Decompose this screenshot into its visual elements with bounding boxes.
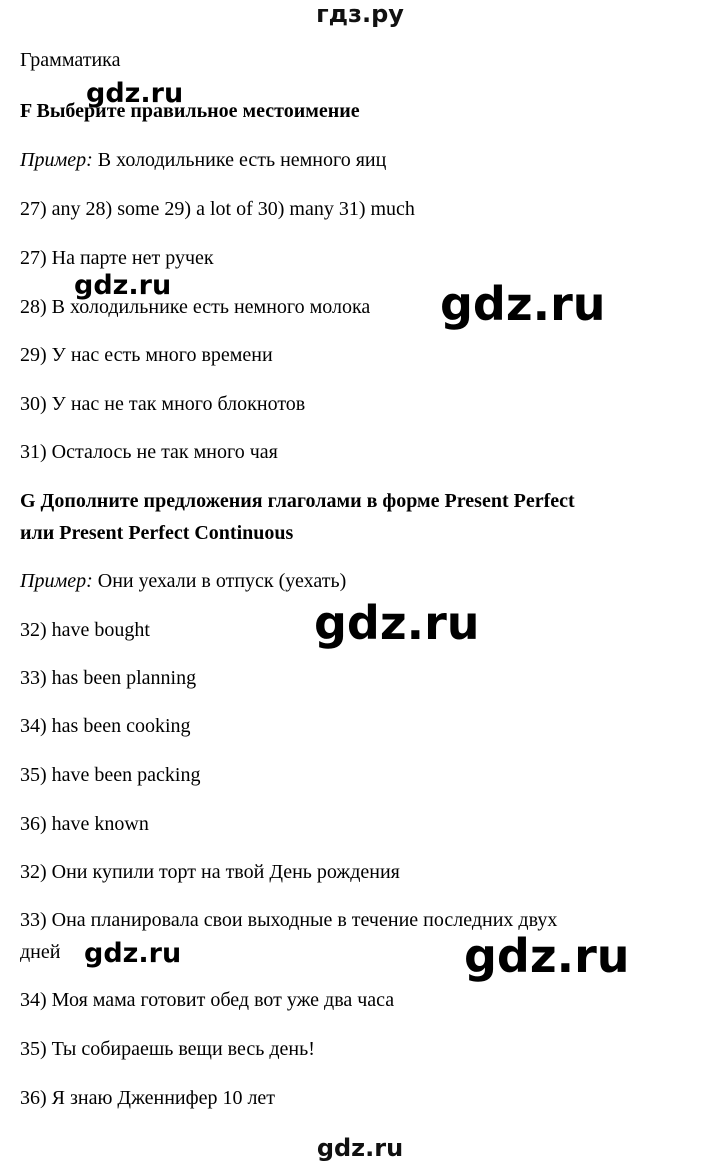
site-footer: gdz.ru xyxy=(316,1134,404,1162)
section-g-answer-32: 32) have bought xyxy=(20,619,150,641)
example-text: В холодильнике есть немного яиц xyxy=(92,149,387,171)
watermark: gdz.ru xyxy=(84,938,182,969)
section-g-answer-35: 35) have been packing xyxy=(20,764,201,786)
example-label: Пример: xyxy=(20,570,93,592)
watermark: gdz.ru xyxy=(314,596,480,650)
watermark: gdz.ru xyxy=(74,270,172,301)
section-f-answers: 27) any 28) some 29) a lot of 30) many 31) much xyxy=(20,198,415,220)
section-g-answer-33: 33) has been planning xyxy=(20,667,197,689)
section-g-translation-34: 34) Моя мама готовит обед вот уже два часа xyxy=(20,989,395,1011)
section-g-translation-33-cont: дней xyxy=(20,941,61,963)
section-g-translation-35: 35) Ты собираешь вещи весь день! xyxy=(20,1038,315,1060)
section-f-translation-3: 29) У нас есть много времени xyxy=(20,344,273,366)
watermark: gdz.ru xyxy=(440,277,606,331)
section-g-example xyxy=(20,568,346,594)
section-g-translation-36: 36) Я знаю Дженнифер 10 лет xyxy=(20,1087,276,1109)
section-g-answer-36: 36) have known xyxy=(20,813,149,835)
section-title: Грамматика xyxy=(20,49,121,71)
section-g-answer-34: 34) has been cooking xyxy=(20,715,191,737)
watermark: gdz.ru xyxy=(86,78,184,109)
example-label: Пример: xyxy=(20,149,93,171)
section-g-translation-32: 32) Они купили торт на твой День рождения xyxy=(20,861,400,883)
section-f-example xyxy=(20,147,386,173)
section-f-heading: F Выберите правильное местоимение xyxy=(20,100,360,122)
section-g-heading-line-1: G Дополните предложения глаголами в форме Present Perfect xyxy=(20,490,575,512)
section-f-translation-2: 28) В холодильнике есть немного молока xyxy=(20,296,371,318)
section-f-translation-4: 30) У нас не так много блокнотов xyxy=(20,393,306,415)
section-f-translation-5: 31) Осталось не так много чая xyxy=(20,441,278,463)
section-f-translation-1: 27) На парте нет ручек xyxy=(20,247,214,269)
section-g-heading-line-2: или Present Perfect Continuous xyxy=(20,522,294,544)
example-text: Они уехали в отпуск (уехать) xyxy=(92,570,347,592)
watermark: gdz.ru xyxy=(464,929,630,983)
site-header: гдз.ру xyxy=(316,0,404,28)
section-g-translation-33: 33) Она планировала свои выходные в течение последних двух xyxy=(20,909,558,931)
